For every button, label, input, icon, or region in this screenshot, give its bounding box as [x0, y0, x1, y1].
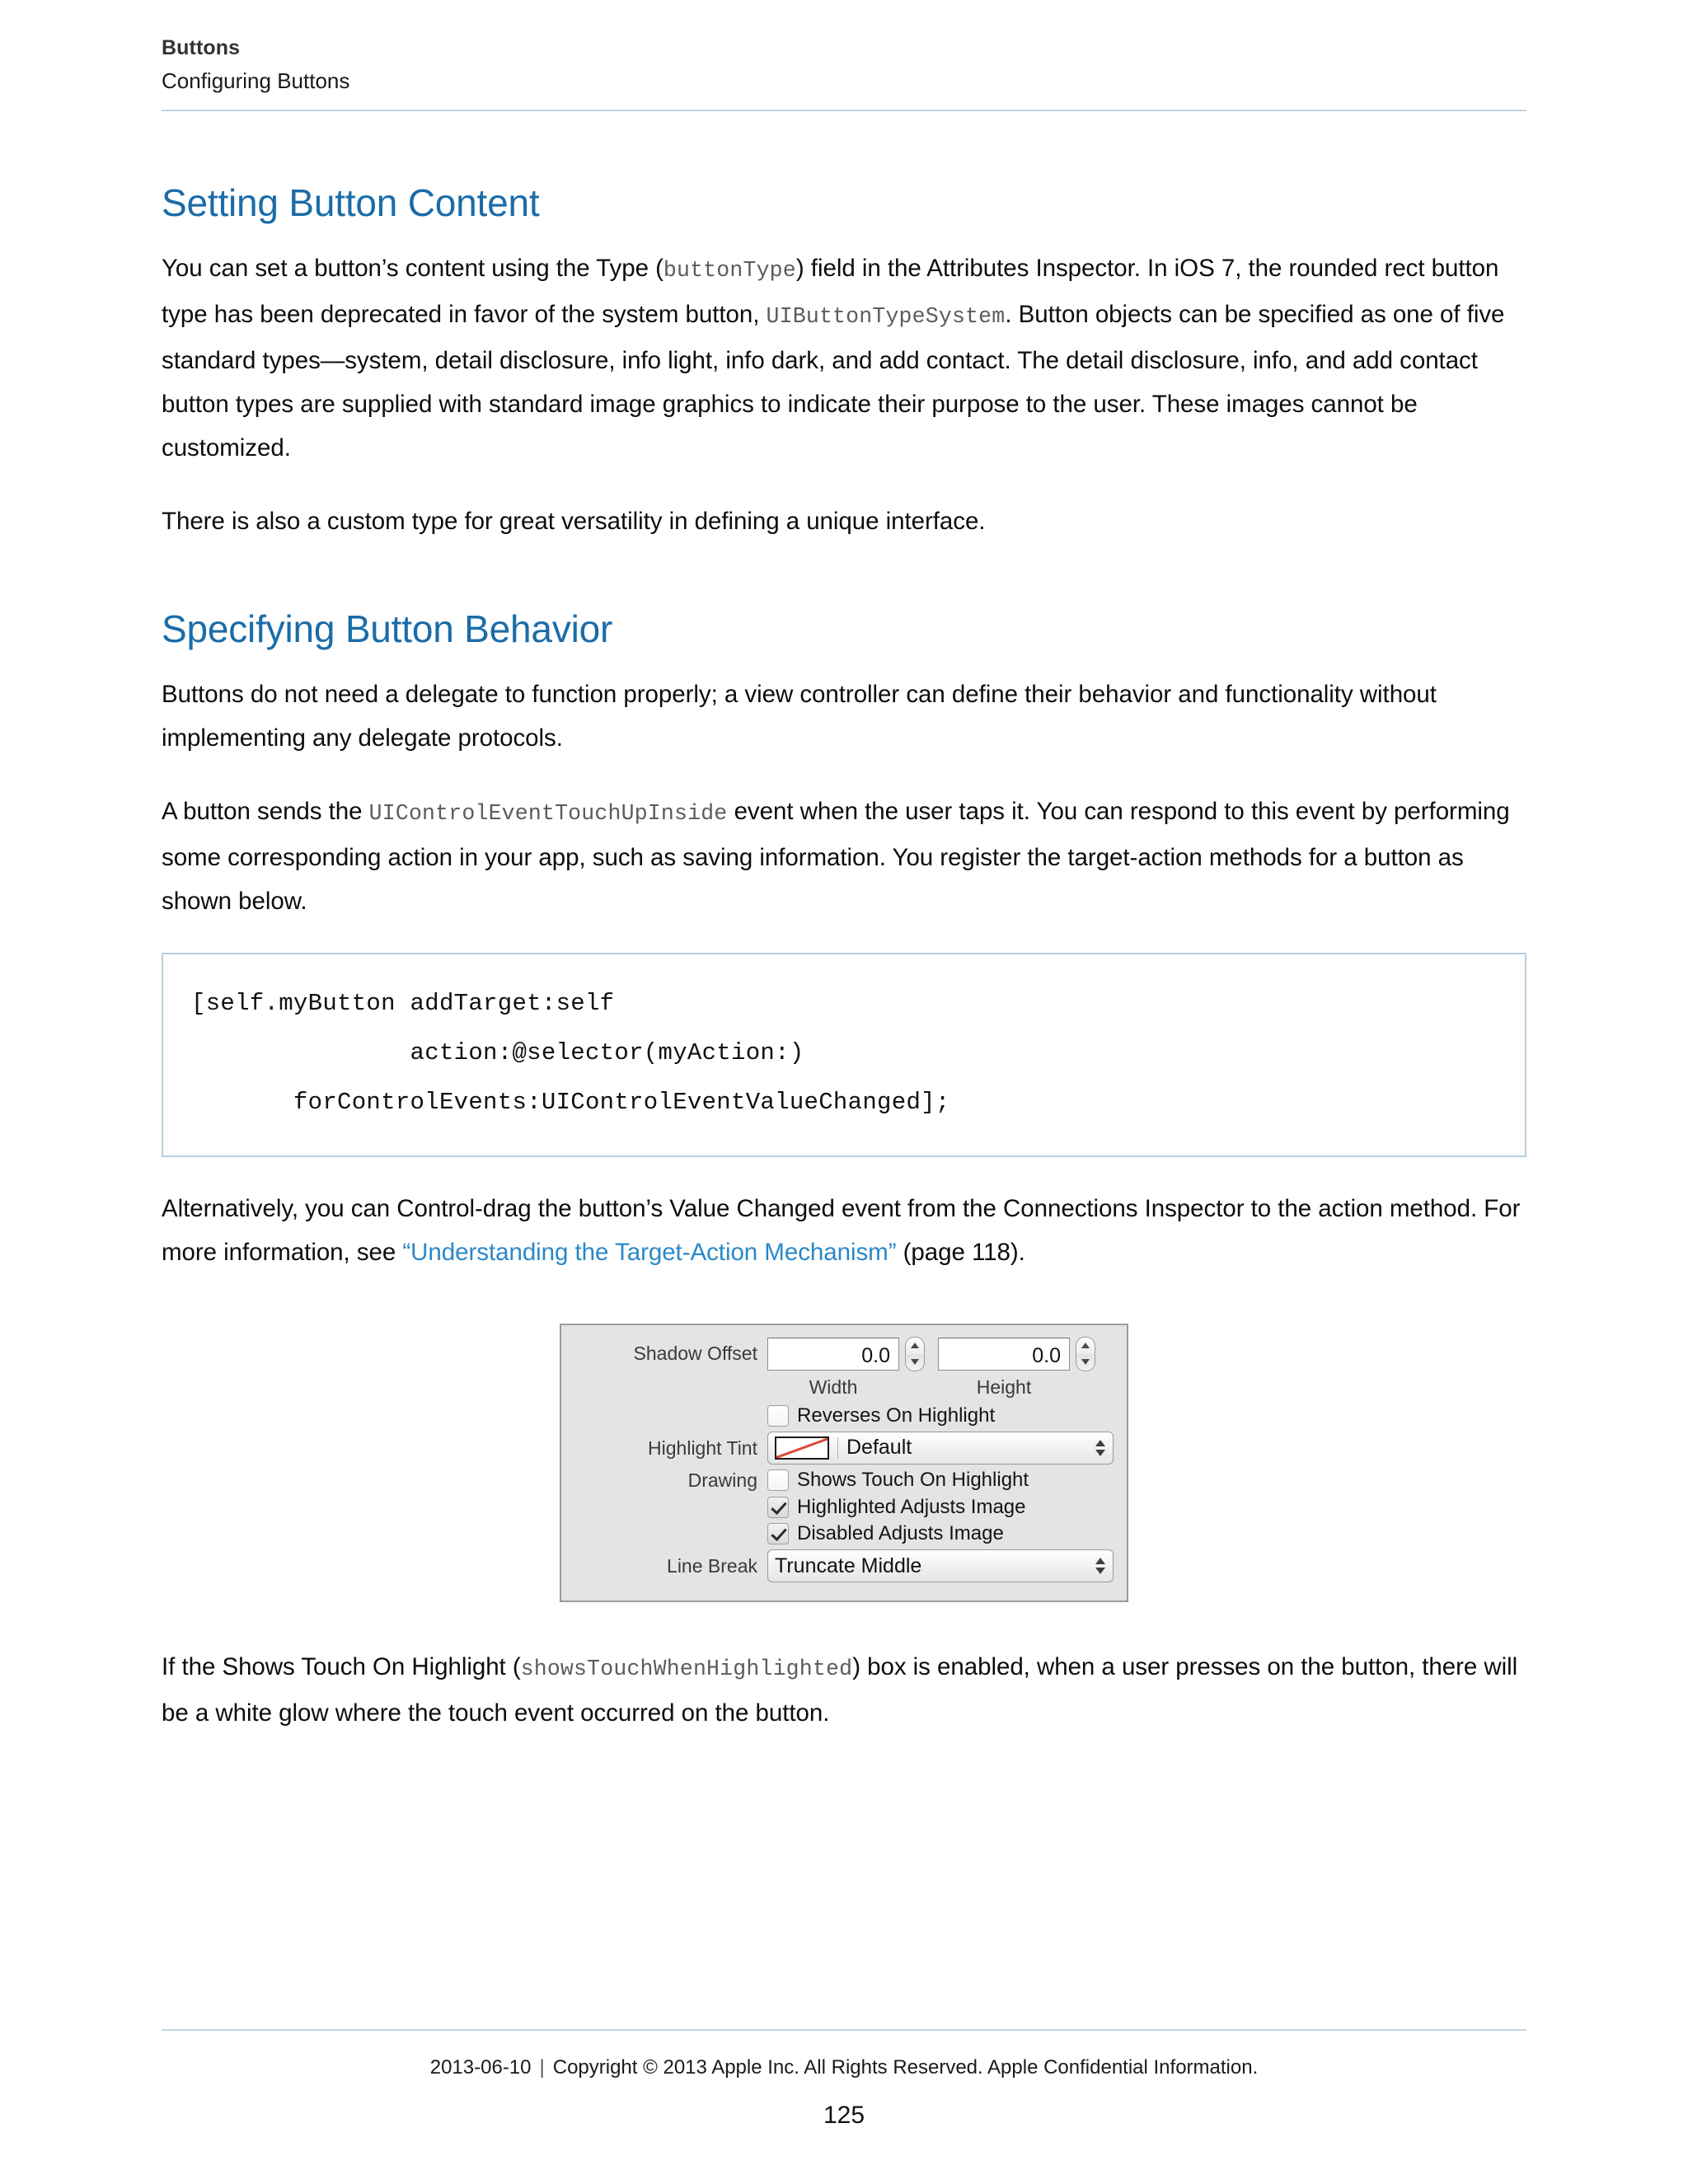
text-run: event when the user taps it. You can respond to this event by performing some corresponding action in your app, such as saving information. You register the target-action methods for a button as shown below. [162, 797, 1510, 915]
reverses-on-highlight-label: Reverses On Highlight [797, 1404, 996, 1427]
chevron-down-icon [911, 1359, 919, 1365]
paragraph-no-delegate: Buttons do not need a delegate to function properly; a view controller can define their behavior and functionality without implementing any delegate protocols. [162, 680, 1437, 752]
chevron-down-icon [1095, 1568, 1105, 1574]
color-swatch-icon[interactable] [775, 1436, 829, 1460]
chevron-down-icon [1081, 1359, 1090, 1365]
text-run: A button sends the [162, 797, 369, 825]
sublabel-gap [899, 1376, 938, 1399]
shadow-offset-width-input[interactable]: 0.0 [767, 1338, 899, 1371]
chevron-up-icon [911, 1343, 919, 1348]
width-sublabel: Width [809, 1376, 858, 1398]
page-footer [0, 2056, 1688, 2079]
header-chapter-title: Buttons [162, 36, 241, 59]
highlight-tint-combobox[interactable] [767, 1432, 1114, 1465]
paragraph-custom-type: There is also a custom type for great versatility in defining a unique interface. [162, 507, 986, 535]
shows-touch-on-highlight-checkbox[interactable] [767, 1469, 789, 1491]
shadow-offset-height-input[interactable]: 0.0 [938, 1338, 1070, 1371]
inspector-row-highlighted-adjusts-image [574, 1497, 1114, 1518]
paragraph-shows-touch-on-highlight [162, 1645, 1526, 1735]
shadow-offset-label: Shadow Offset [633, 1343, 757, 1365]
paragraph-button-content [162, 246, 1526, 470]
chevron-up-icon [1095, 1558, 1105, 1564]
disabled-adjusts-image-label: Disabled Adjusts Image [797, 1521, 1004, 1544]
attributes-inspector-panel [560, 1324, 1128, 1603]
inspector-row-line-break [574, 1549, 1114, 1582]
running-header [162, 35, 1526, 96]
footer-divider [162, 2029, 1526, 2031]
page-number: 125 [823, 2102, 865, 2129]
cross-reference-link[interactable]: “Understanding the Target-Action Mechanism” [402, 1238, 897, 1266]
disabled-adjusts-image-checkbox[interactable] [767, 1523, 789, 1544]
text-run: ) field in the Attributes Inspector. In iOS 7, the rounded rect button type has been deprecated in favor of the system button, [162, 254, 1499, 328]
inspector-row-highlight-tint [574, 1432, 1114, 1465]
page-content [162, 181, 1526, 1735]
updown-chevrons-icon [1095, 1552, 1106, 1580]
line-break-value: Truncate Middle [775, 1554, 922, 1577]
disabled-row-empty-label [574, 1524, 767, 1544]
code-span-uibuttontypesystem: UIButtonTypeSystem [766, 303, 1006, 329]
inspector-row-disabled-adjusts-image [574, 1523, 1114, 1544]
text-run: If the Shows Touch On Highlight ( [162, 1653, 521, 1681]
drawing-label: Drawing [687, 1469, 757, 1491]
highlighted-adjusts-image-label: Highlighted Adjusts Image [797, 1495, 1026, 1518]
text-run: Alternatively, you can Control-drag the button’s Value Changed event from the Connections Inspector to the action method. For more information, see [162, 1194, 1521, 1266]
highlighted-adjusts-image-checkbox[interactable] [767, 1497, 789, 1518]
footer-separator: | [539, 2056, 545, 2079]
code-listing [162, 953, 1526, 1157]
text-run: (page 118). [896, 1238, 1025, 1266]
inspector-row-offset-sublabels [574, 1376, 1114, 1399]
shadow-offset-width-stepper[interactable] [905, 1337, 925, 1371]
shadow-offset-height-stepper[interactable] [1076, 1337, 1095, 1371]
text-run: ) box is enabled, when a user presses on the button, there will be a white glow where the touch event occurred on the button. [162, 1653, 1518, 1727]
code-line: [self.myButton addTarget:self [191, 989, 615, 1017]
header-section-title: Configuring Buttons [162, 68, 350, 93]
highlight-tint-label: Highlight Tint [648, 1436, 757, 1459]
section-heading-specifying-button-behavior: Specifying Button Behavior [162, 607, 613, 650]
highlighted-row-empty-label [574, 1497, 767, 1517]
footer-date: 2013-06-10 [429, 2056, 532, 2079]
reverses-row-empty-label [574, 1405, 767, 1426]
shadow-offset-width-group [767, 1337, 938, 1371]
inspector-row-drawing [574, 1469, 1114, 1491]
text-run: . Button objects can be specified as one of five standard types—system, detail disclosure, info light, info dark, and add contact. The detail disclosure, info, and add contact button types are supplied with standard image graphics to indicate their purpose to the user. These images cannot be customized. [162, 300, 1505, 462]
shadow-offset-height-group [938, 1337, 1109, 1371]
figure-attributes-inspector [162, 1324, 1526, 1603]
inspector-row-reverses-on-highlight [574, 1405, 1114, 1427]
section-heading-setting-button-content: Setting Button Content [162, 181, 540, 224]
updown-chevrons-icon [1095, 1434, 1106, 1462]
code-span-uicontroleventtouchupinside: UIControlEventTouchUpInside [368, 800, 728, 826]
paragraph-touch-up-inside [162, 790, 1526, 923]
header-divider [162, 110, 1526, 111]
inspector-row-shadow-offset [574, 1337, 1114, 1371]
line-break-label: Line Break [667, 1554, 757, 1577]
highlight-tint-value: Default [846, 1436, 912, 1460]
code-line: action:@selector(myAction:) [191, 1038, 804, 1066]
paragraph-control-drag [162, 1187, 1526, 1274]
code-span-showstouchwhenhighlighted: showsTouchWhenHighlighted [520, 1657, 853, 1682]
line-break-dropdown[interactable] [767, 1549, 1114, 1582]
code-line: forControlEvents:UIControlEventValueChanged]; [191, 1088, 950, 1116]
sublabel-spacer [574, 1376, 767, 1399]
reverses-on-highlight-checkbox[interactable] [767, 1405, 789, 1427]
text-run: You can set a button’s content using the Type ( [162, 254, 663, 282]
height-sublabel: Height [976, 1376, 1032, 1398]
chevron-up-icon [1095, 1440, 1105, 1446]
combo-divider [837, 1437, 838, 1459]
chevron-up-icon [1081, 1343, 1090, 1348]
footer-copyright: Copyright © 2013 Apple Inc. All Rights Reserved. Apple Confidential Information. [552, 2056, 1259, 2079]
shows-touch-on-highlight-label: Shows Touch On Highlight [797, 1469, 1029, 1492]
chevron-down-icon [1095, 1450, 1105, 1456]
code-span-buttontype: buttonType [663, 257, 796, 283]
